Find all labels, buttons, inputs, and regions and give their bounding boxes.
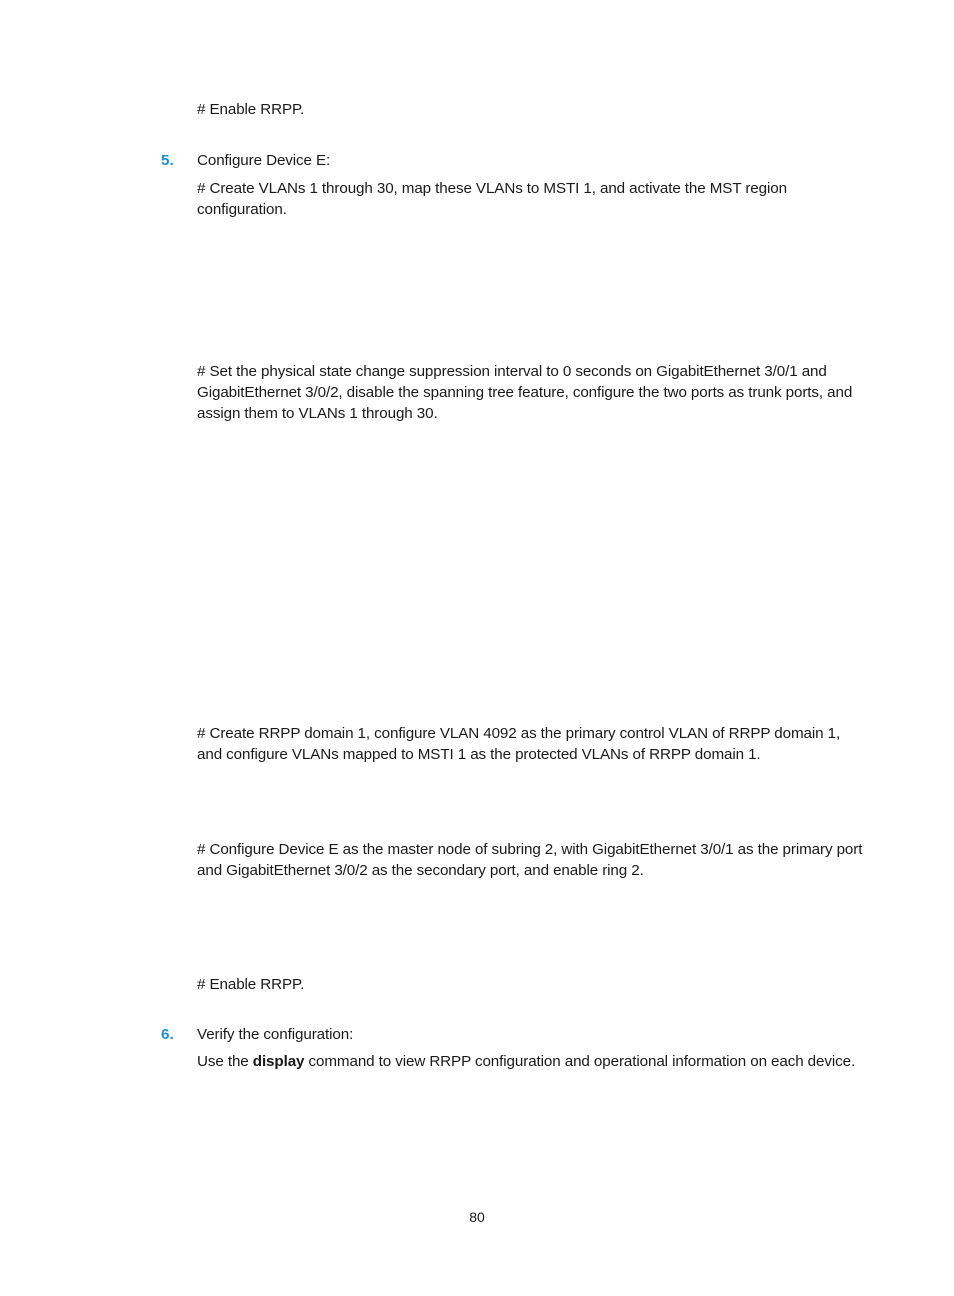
create-vlans-comment: # Create VLANs 1 through 30, map these VLANs to MSTI 1, and activate the MST region configuration. xyxy=(197,180,787,218)
step-6-number: 6. xyxy=(161,1026,174,1043)
verify-instructions xyxy=(197,1051,867,1072)
verify-suffix: command to view RRPP configuration and operational information on each device. xyxy=(304,1053,856,1070)
step-5-number: 5. xyxy=(161,152,174,169)
enable-rrpp-comment: # Enable RRPP. xyxy=(197,101,305,118)
enable-rrpp-comment-2: # Enable RRPP. xyxy=(197,976,305,993)
display-command: display xyxy=(252,1053,305,1070)
create-rrpp-domain-comment: # Create RRPP domain 1, configure VLAN 4092 as the primary control VLAN of RRPP domain 1, and configure VLANs mapped to MSTI 1 as the protected VLANs of RRPP domain 1. xyxy=(197,725,841,763)
verify-prefix: Use the xyxy=(197,1053,253,1070)
configure-master-node-comment: # Configure Device E as the master node of subring 2, with GigabitEthernet 3/0/1 as the primary port and GigabitEthernet 3/0/2 as the secondary port, and enable ring 2. xyxy=(197,841,863,879)
page-number: 80 xyxy=(469,1209,485,1225)
set-physical-state-comment: # Set the physical state change suppression interval to 0 seconds on GigabitEthernet 3/0/1 and GigabitEthernet 3/0/2, disable the spanning tree feature, configure the two ports as trunk ports, and assign them to VLANs 1 through 30. xyxy=(197,363,853,422)
step-5-title: Configure Device E: xyxy=(197,152,331,169)
step-6-title: Verify the configuration: xyxy=(197,1026,354,1043)
